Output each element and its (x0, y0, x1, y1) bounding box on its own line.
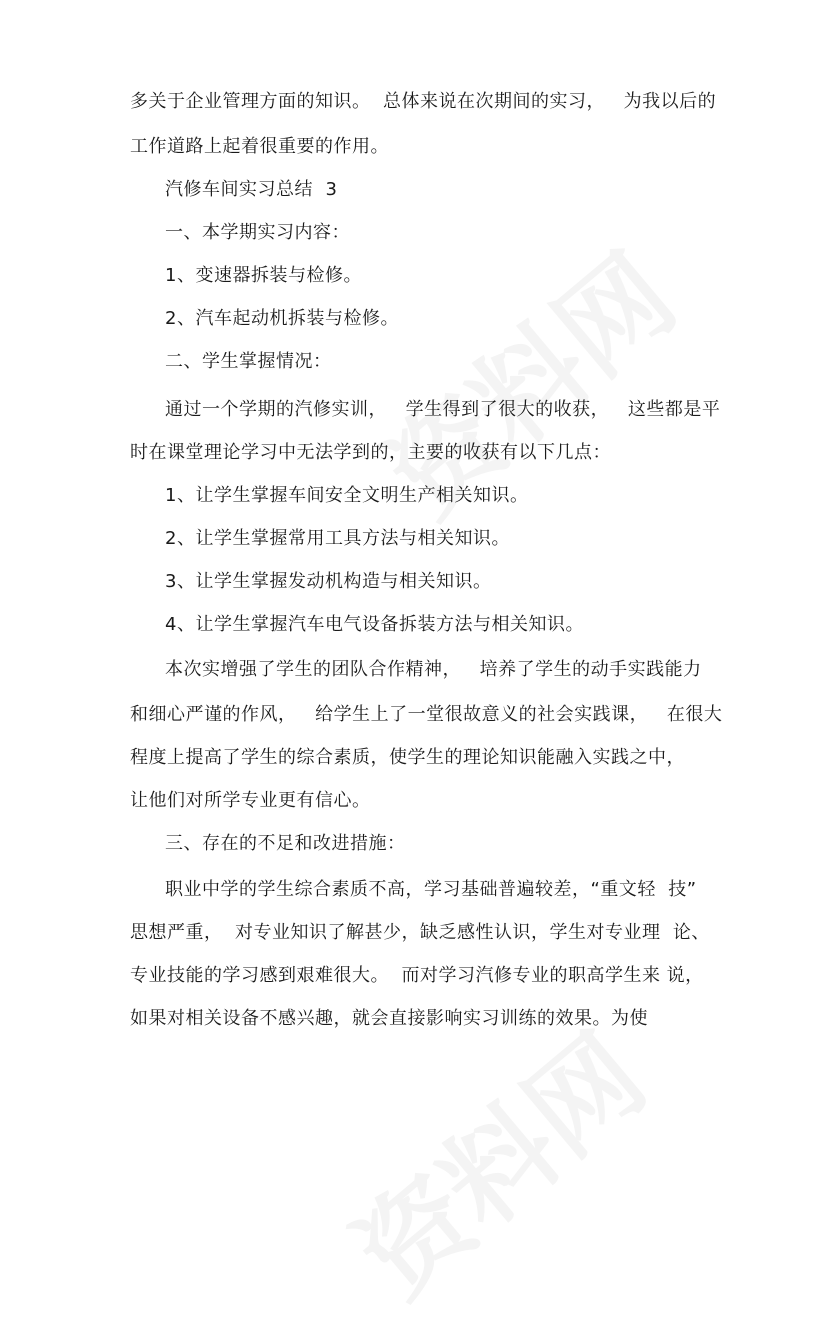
list-item: 3、让学生掌握发动机构造与相关知识。 (165, 571, 492, 592)
list-item: 4、让学生掌握汽车电气设备拆装方法与相关知识。 (165, 614, 584, 635)
text-line: 和细心严谨的作风， 给学生上了一堂很故意义的社会实践课， 在很大 (130, 704, 723, 725)
heading: 一、本学期实习内容： (165, 222, 350, 243)
text-line: 通过一个学期的汽修实训， 学生得到了很大的收获， 这些都是平 (165, 399, 721, 420)
text-line: 职业中学的学生综合素质不高，学习基础普遍较差，“重文轻 技” (165, 879, 697, 900)
section-title: 汽修车间实习总结 3 (165, 179, 338, 200)
text-line: 工作道路上起着很重要的作用。 (130, 136, 389, 157)
heading: 三、存在的不足和改进措施： (165, 833, 406, 854)
text-line: 如果对相关设备不感兴趣，就会直接影响实习训练的效果。为使 (130, 1008, 648, 1029)
text-line: 程度上提高了学生的综合素质，使学生的理论知识能融入实践之中， (130, 747, 685, 768)
watermark-text-bottom (318, 992, 672, 1325)
list-item: 2、汽车起动机拆装与检修。 (165, 308, 399, 329)
heading: 二、学生掌握情况： (165, 351, 332, 372)
text-line: 本次实增强了学生的团队合作精神， 培养了学生的动手实践能力 (165, 659, 702, 680)
list-item: 1、让学生掌握车间安全文明生产相关知识。 (165, 485, 529, 506)
list-item: 1、变速器拆装与检修。 (165, 265, 362, 286)
text-line: 专业技能的学习感到艰难很大。 而对学习汽修专业的职高学生来 说， (130, 965, 704, 986)
text-line: 思想严重， 对专业知识了解甚少，缺乏感性认识，学生对专业理 论、 (130, 922, 710, 943)
list-item: 2、让学生掌握常用工具方法与相关知识。 (165, 528, 510, 549)
text-line: 时在课堂理论学习中无法学到的，主要的收获有以下几点： (130, 442, 611, 463)
text-line: 多关于企业管理方面的知识。 总体来说在次期间的实习， 为我以后的 (130, 91, 717, 112)
text-line: 让他们对所学专业更有信心。 (130, 790, 371, 811)
